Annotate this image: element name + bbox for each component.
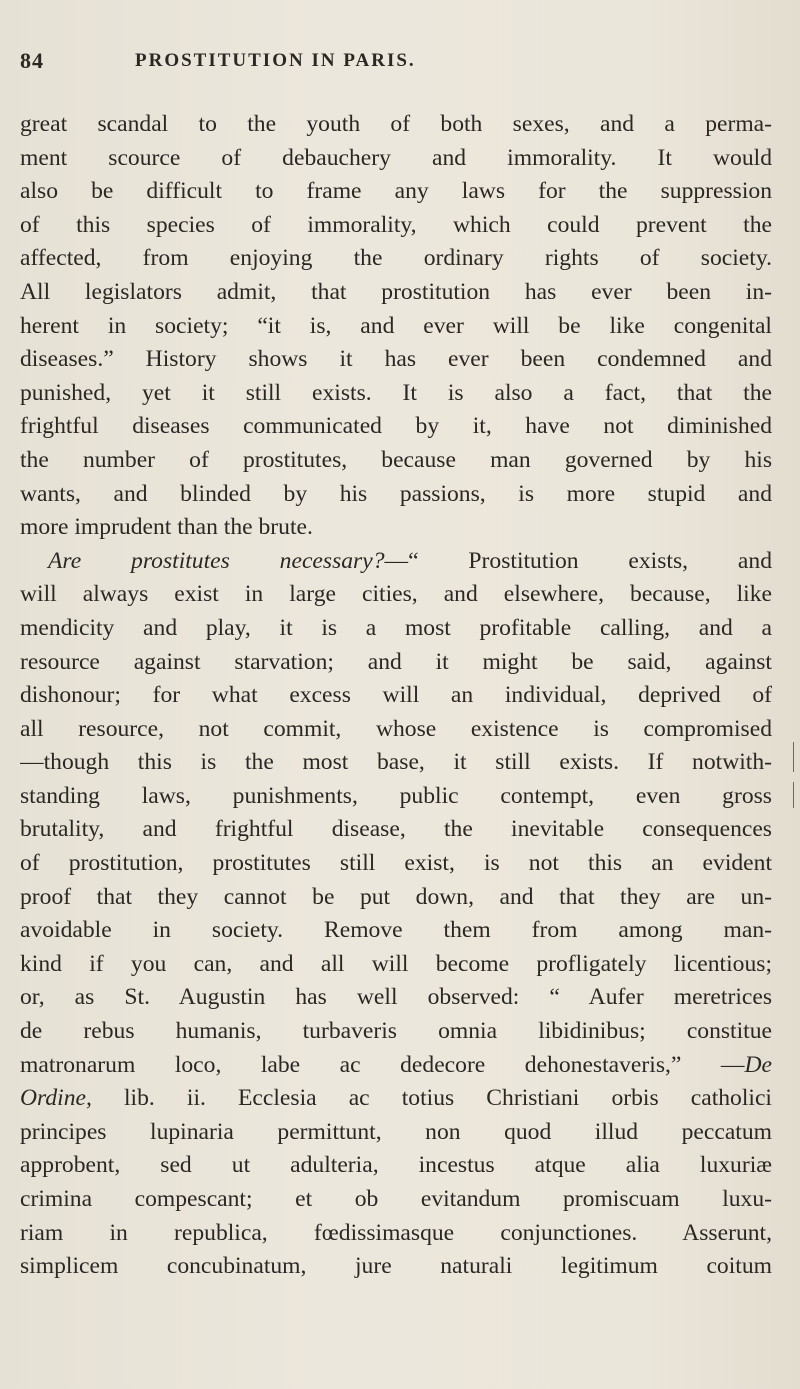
italic-title: Ordine, bbox=[20, 1085, 92, 1112]
text-line: more imprudent than the brute. bbox=[20, 514, 313, 541]
text-line: avoidable in society. Remove them from among man- bbox=[20, 917, 772, 944]
text-line: also be difficult to frame any laws for the suppression bbox=[20, 178, 772, 205]
text-line: Ordine, lib. ii. Ecclesia ac totius Christiani orbis catholici bbox=[20, 1085, 772, 1112]
text-line: of prostitution, prostitutes still exist, is not this an evident bbox=[20, 850, 772, 877]
text-line: proof that they cannot be put down, and that they are un- bbox=[20, 883, 772, 910]
italic-heading: Are prostitutes necessary? bbox=[48, 547, 385, 574]
text-line: resource against starvation; and it might be said, against bbox=[20, 648, 772, 675]
page-header bbox=[20, 48, 780, 78]
margin-mark bbox=[793, 742, 794, 772]
text-line: simplicem concubinatum, jure naturali legitimum coitum bbox=[20, 1253, 772, 1280]
text-line: frightful diseases communicated by it, have not diminished bbox=[20, 413, 772, 440]
margin-mark bbox=[793, 782, 794, 808]
text-line: affected, from enjoying the ordinary rights of society. bbox=[20, 245, 772, 272]
text-line: kind if you can, and all will become profligately licentious; bbox=[20, 950, 772, 977]
text-line: all resource, not commit, whose existence is compromised bbox=[20, 715, 772, 742]
text-line: great scandal to the youth of both sexes, and a perma- bbox=[20, 111, 772, 137]
body-text bbox=[20, 108, 772, 1284]
text-line: principes lupinaria permittunt, non quod illud peccatum bbox=[20, 1118, 772, 1145]
text-line: will always exist in large cities, and elsewhere, because, like bbox=[20, 581, 772, 608]
text-line: riam in republica, fœdissimasque conjunctiones. Asserunt, bbox=[20, 1219, 772, 1246]
text-line: approbent, sed ut adulteria, incestus atque alia luxuriæ bbox=[20, 1152, 772, 1179]
text-line: diseases.” History shows it has ever been condemned and bbox=[20, 346, 772, 373]
italic-title: De bbox=[744, 1051, 772, 1078]
text-line: punished, yet it still exists. It is also a fact, that the bbox=[20, 379, 772, 406]
text-line: or, as St. Augustin has well observed: “ Aufer meretrices bbox=[20, 984, 772, 1011]
text-line: standing laws, punishments, public contempt, even gross bbox=[20, 782, 772, 809]
running-head: PROSTITUTION IN PARIS. bbox=[135, 50, 416, 71]
text-line: Are prostitutes necessary?—“ Prostitution exists, and bbox=[48, 547, 772, 574]
text-line: matronarum loco, labe ac dedecore dehonestaveris,” —De bbox=[20, 1051, 772, 1078]
text-line: the number of prostitutes, because man governed by his bbox=[20, 446, 772, 473]
text-line: All legislators admit, that prostitution has ever been in- bbox=[20, 278, 772, 305]
page-number: 84 bbox=[20, 48, 44, 73]
text-line: herent in society; “it is, and ever will be like congenital bbox=[20, 312, 772, 339]
text-line: ment scource of debauchery and immorality. It would bbox=[20, 144, 772, 171]
text-line: crimina compescant; et ob evitandum promiscuam luxu- bbox=[20, 1186, 772, 1212]
text-line: of this species of immorality, which could prevent the bbox=[20, 211, 772, 238]
text-line: de rebus humanis, turbaveris omnia libidinibus; constitue bbox=[20, 1018, 772, 1045]
text-line: mendicity and play, it is a most profitable calling, and a bbox=[20, 614, 772, 641]
text-line: —though this is the most base, it still exists. If notwith- bbox=[20, 749, 772, 776]
text-line: brutality, and frightful disease, the inevitable consequences bbox=[20, 816, 772, 843]
text-line: dishonour; for what excess will an individual, deprived of bbox=[20, 682, 772, 709]
text-line: wants, and blinded by his passions, is more stupid and bbox=[20, 480, 772, 507]
